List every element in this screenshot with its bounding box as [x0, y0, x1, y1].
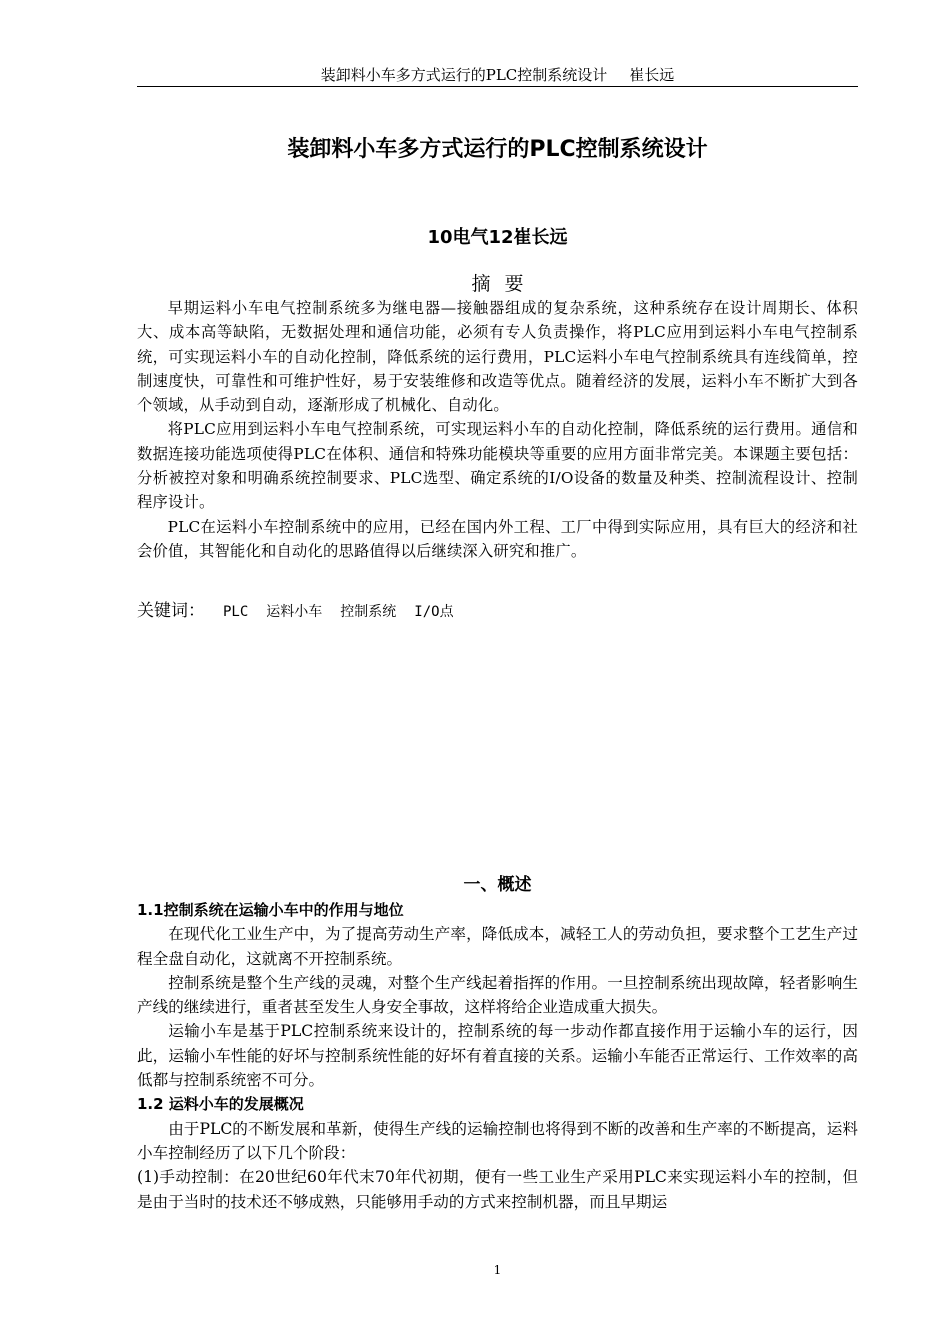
body-paragraph: 在现代化工业生产中，为了提高劳动生产率，降低成本，减轻工人的劳动负担，要求整个工艺生产过程全盘自动化，这就离不开控制系统。	[137, 925, 858, 968]
section-body	[137, 898, 858, 1214]
header-author: 崔长远	[629, 66, 675, 84]
paper-title: 装卸料小车多方式运行的PLC控制系统设计	[287, 137, 708, 162]
section-title: 一、概述	[463, 875, 532, 895]
body-paragraph: 由于PLC的不断发展和革新，使得生产线的运输控制也将得到不断的改善和生产率的不断提高，运料小车控制经历了以下几个阶段：	[137, 1119, 858, 1162]
page-number: 1	[493, 1263, 502, 1277]
keywords-line	[137, 598, 858, 625]
header-title: 装卸料小车多方式运行的PLC控制系统设计	[320, 66, 608, 84]
abstract-body	[137, 296, 858, 563]
keyword: I/O点	[414, 604, 454, 620]
abstract-paragraph: 早期运料小车电气控制系统多为继电器—接触器组成的复杂系统，这种系统存在设计周期长、体积大、成本高等缺陷，无数据处理和通信功能，必须有专人负责操作，将PLC应用到运料小车电气控制系统，可实现运料小车的自动化控制，降低系统的运行费用，PLC运料小车电气控制系统具有连线简单，控制速度快，可靠性和可维护性好，易于安装维修和改造等优点。随着经济的发展，运料小车不断扩大到各个领域，从手动到自动，逐渐形成了机械化、自动化。	[137, 299, 858, 415]
keyword: 运料小车	[266, 604, 323, 620]
running-header	[137, 64, 858, 86]
header-rule	[137, 86, 858, 87]
body-paragraph: 运输小车是基于PLC控制系统来设计的，控制系统的每一步动作都直接作用于运输小车的运行，因此，运输小车性能的好坏与控制系统性能的好坏有着直接的关系。运输小车能否正常运行、工作效率的高低都与控制系统密不可分。	[137, 1022, 858, 1090]
abstract-heading: 摘要	[471, 273, 538, 295]
body-paragraph: 控制系统是整个生产线的灵魂，对整个生产线起着指挥的作用。一旦控制系统出现故障，轻者影响生产线的继续进行，重者甚至发生人身安全事故，这样将给企业造成重大损失。	[137, 973, 858, 1017]
subsection-heading: 1.1控制系统在运输小车中的作用与地位	[137, 901, 404, 919]
abstract-paragraph: PLC在运料小车控制系统中的应用，已经在国内外工程、工厂中得到实际应用，具有巨大的经济和社会价值，其智能化和自动化的思路值得以后继续深入研究和推广。	[137, 517, 858, 560]
keywords-label: 关键词：	[137, 601, 205, 621]
abstract-paragraph: 将PLC应用到运料小车电气控制系统，可实现运料小车的自动化控制，降低系统的运行费用。通信和数据连接功能选项使得PLC在体积、通信和特殊功能模块等重要的应用方面非常完美。本课题主要包括：分析被控对象和明确系统控制要求、PLC选型、确定系统的I/O设备的数量及种类、控制流程设计、控制程序设计。	[137, 420, 858, 512]
list-item: (1)手动控制：在20世纪60年代末70年代初期，便有一些工业生产采用PLC来实现运料小车的控制，但是由于当时的技术还不够成熟，只能够用手动的方式来控制机器，而且早期运	[137, 1168, 858, 1211]
keyword: PLC	[223, 604, 249, 620]
author-line: 10电气12崔长远	[427, 227, 568, 248]
keyword: 控制系统	[340, 604, 397, 620]
subsection-heading: 1.2 运料小车的发展概况	[137, 1095, 304, 1114]
